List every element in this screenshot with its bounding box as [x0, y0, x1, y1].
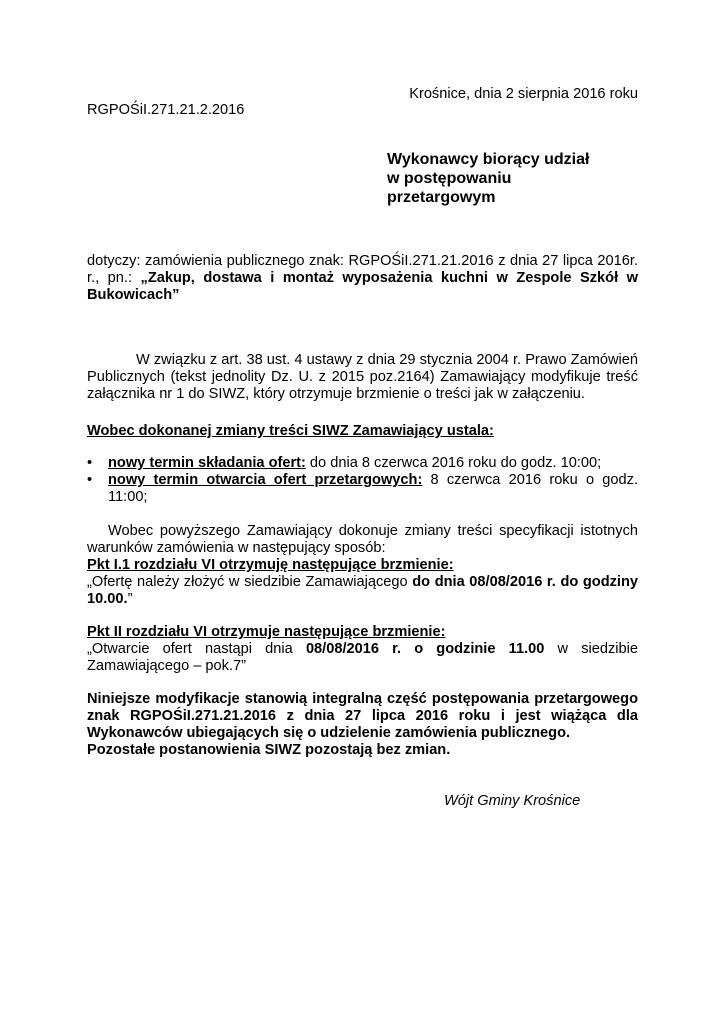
list-item-label: nowy termin otwarcia ofert przetargowych:	[108, 472, 423, 488]
addressee-line-3: przetargowym	[387, 189, 496, 206]
pkt1-text	[87, 574, 638, 608]
list-item-label: nowy termin składania ofert:	[108, 455, 306, 471]
list-item-text: do dnia 8 czerwca 2016 roku do godz. 10:00;	[305, 455, 602, 471]
pkt2-section	[87, 624, 638, 675]
subject-paragraph	[87, 253, 638, 304]
closing-main: Niniejsze modyfikacje stanowią integralną część postępowania przetargowego znak RGPOŚiI.271.21.2016 z dnia 27 lipca 2016 roku i jest wiążąca dla Wykonawców ubiegających się o udzielenie zamówienia publicznego.	[87, 691, 638, 741]
subject-prefix: dotyczy: zamówienia publicznego znak: RGPOŚiI.271.21.2016 z dnia 27 lipca 2016r. r., pn.:	[87, 253, 638, 286]
intro-paragraph: W związku z art. 38 ust. 4 ustawy z dnia 29 stycznia 2004 r. Prawo Zamówień Publicznych (tekst jednolity Dz. U. z 2015 poz.2164) Zamawiający modyfikuje treść załącznika nr 1 do SIWZ, który otrzymuje brzmienie o treści jak w załączeniu.	[87, 352, 638, 402]
addressee-line-2: w postępowaniu	[387, 170, 512, 187]
addressee-line-1: Wykonawcy biorący udział	[387, 151, 590, 168]
pkt2-text	[87, 641, 638, 675]
pkt1-section	[87, 557, 638, 608]
pkt2-text-bold: 08/08/2016 r. o godzinie 11.00	[305, 641, 545, 657]
subject-title: „Zakup, dostawa i montaż wyposażenia kuchni w Zespole Szkół w Bukowicach”	[87, 270, 638, 303]
place-date: Krośnice, dnia 2 sierpnia 2016 roku	[409, 86, 638, 102]
pkt2-text-prefix: „Otwarcie ofert nastąpi dnia	[87, 641, 306, 657]
closing-last: Pozostałe postanowienia SIWZ pozostają bez zmian.	[87, 742, 451, 758]
list-item	[87, 472, 638, 506]
section-heading: Wobec dokonanej zmiany treści SIWZ Zamawiający ustala:	[87, 423, 494, 439]
reference-number: RGPOŚiI.271.21.2.2016	[87, 102, 245, 118]
pkt1-text-prefix: „Ofertę należy złożyć w siedzibie Zamawiającego	[87, 574, 413, 590]
bullet-icon: •	[87, 455, 93, 471]
signature: Wójt Gminy Krośnice	[444, 793, 581, 809]
pkt2-text-suffix: w siedzibie Zamawiającego – pok.7”	[87, 641, 639, 674]
pkt1-heading: Pkt I.1 rozdziału VI otrzymuję następujące brzmienie:	[87, 557, 454, 573]
closing-block	[87, 691, 638, 759]
addressee-block	[387, 150, 637, 207]
pkt1-text-suffix: ”	[127, 591, 133, 607]
modification-intro: Wobec powyższego Zamawiający dokonuje zmiany treści specyfikacji istotnych warunków zamówienia w następujący sposób:	[87, 523, 638, 556]
pkt1-text-bold: do dnia 08/08/2016 r. do godziny 10.00.	[87, 574, 638, 607]
pkt2-heading: Pkt II rozdziału VI otrzymuje następujące brzmienie:	[87, 624, 446, 640]
bullet-icon: •	[87, 472, 93, 488]
deadline-list	[87, 455, 638, 506]
list-item	[87, 455, 638, 472]
list-item-text: 8 czerwca 2016 roku o godz. 11:00;	[108, 472, 639, 505]
